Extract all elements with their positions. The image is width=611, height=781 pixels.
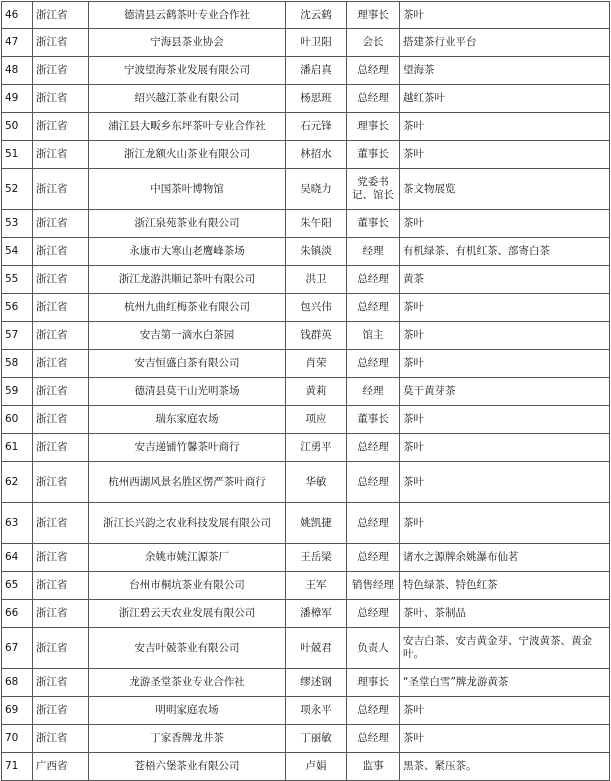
person-name-cell: 钱群英 bbox=[286, 322, 347, 350]
province-cell: 浙江省 bbox=[33, 350, 89, 378]
person-name-cell: 朱镇淡 bbox=[286, 238, 347, 266]
organization-cell: 绍兴越江茶业有限公司 bbox=[89, 85, 286, 113]
row-number: 54 bbox=[2, 238, 33, 266]
province-cell: 浙江省 bbox=[33, 294, 89, 322]
job-title-cell: 馆主 bbox=[347, 322, 400, 350]
job-title-cell: 理事长 bbox=[347, 2, 400, 29]
organization-cell: 安吉恒盛白茶有限公司 bbox=[89, 350, 286, 378]
product-cell: 茶叶 bbox=[400, 462, 610, 503]
product-cell: 茶叶 bbox=[400, 406, 610, 434]
province-cell: 广西省 bbox=[33, 753, 89, 781]
organization-cell: 丁家香牌龙井茶 bbox=[89, 725, 286, 753]
row-number: 53 bbox=[2, 210, 33, 238]
person-name-cell: 王军 bbox=[286, 572, 347, 600]
table-row bbox=[2, 753, 610, 781]
table-row bbox=[2, 350, 610, 378]
province-cell: 浙江省 bbox=[33, 503, 89, 544]
row-number: 47 bbox=[2, 29, 33, 57]
row-number: 68 bbox=[2, 669, 33, 697]
product-cell: 茶叶 bbox=[400, 294, 610, 322]
person-name-cell: 项应 bbox=[286, 406, 347, 434]
organization-cell: 杭州西湖风景名胜区愣严茶叶商行 bbox=[89, 462, 286, 503]
product-cell: 搭建茶行业平台 bbox=[400, 29, 610, 57]
organization-cell: 浙江泉苑茶业有限公司 bbox=[89, 210, 286, 238]
table-row bbox=[2, 85, 610, 113]
person-name-cell: 项永平 bbox=[286, 697, 347, 725]
person-name-cell: 杨思班 bbox=[286, 85, 347, 113]
product-cell: 茶叶 bbox=[400, 350, 610, 378]
province-cell: 浙江省 bbox=[33, 462, 89, 503]
product-cell: 茶叶 bbox=[400, 697, 610, 725]
row-number: 61 bbox=[2, 434, 33, 462]
organization-cell: 永康市大寒山老鹰峰茶场 bbox=[89, 238, 286, 266]
row-number: 49 bbox=[2, 85, 33, 113]
organization-cell: 浙江龙额火山茶业有限公司 bbox=[89, 141, 286, 169]
job-title-cell: 理事长 bbox=[347, 669, 400, 697]
person-name-cell: 林招水 bbox=[286, 141, 347, 169]
row-number: 55 bbox=[2, 266, 33, 294]
product-cell: 茶文物展览 bbox=[400, 169, 610, 210]
province-cell: 浙江省 bbox=[33, 600, 89, 628]
row-number: 60 bbox=[2, 406, 33, 434]
job-title-cell: 会长 bbox=[347, 29, 400, 57]
product-cell: 茶叶 bbox=[400, 113, 610, 141]
province-cell: 浙江省 bbox=[33, 669, 89, 697]
job-title-cell: 党委书记、馆长 bbox=[347, 169, 400, 210]
organization-cell: 安吉叶兢茶业有限公司 bbox=[89, 628, 286, 669]
table-row bbox=[2, 406, 610, 434]
table-row bbox=[2, 572, 610, 600]
product-cell: 莫干黄芽茶 bbox=[400, 378, 610, 406]
table-row bbox=[2, 628, 610, 669]
person-name-cell: 卢娟 bbox=[286, 753, 347, 781]
table-row bbox=[2, 210, 610, 238]
table-row bbox=[2, 294, 610, 322]
person-name-cell: 江勇平 bbox=[286, 434, 347, 462]
job-title-cell: 总经理 bbox=[347, 85, 400, 113]
table-row bbox=[2, 697, 610, 725]
organization-cell: 德清县莫干山光明茶场 bbox=[89, 378, 286, 406]
person-name-cell: 包兴伟 bbox=[286, 294, 347, 322]
province-cell: 浙江省 bbox=[33, 238, 89, 266]
job-title-cell: 总经理 bbox=[347, 294, 400, 322]
job-title-cell: 负责人 bbox=[347, 628, 400, 669]
province-cell: 浙江省 bbox=[33, 85, 89, 113]
province-cell: 浙江省 bbox=[33, 628, 89, 669]
table-row bbox=[2, 600, 610, 628]
row-number: 65 bbox=[2, 572, 33, 600]
organization-cell: 苍梧六堡茶业有限公司 bbox=[89, 753, 286, 781]
organization-cell: 中国茶叶博物馆 bbox=[89, 169, 286, 210]
organization-cell: 浙江长兴韵之农业科技发展有限公司 bbox=[89, 503, 286, 544]
product-cell: 茶叶 bbox=[400, 725, 610, 753]
row-number: 67 bbox=[2, 628, 33, 669]
table-row bbox=[2, 725, 610, 753]
person-name-cell: 朱午阳 bbox=[286, 210, 347, 238]
product-cell: 茶叶 bbox=[400, 210, 610, 238]
row-number: 70 bbox=[2, 725, 33, 753]
organization-cell: 浙江碧云天农业发展有限公司 bbox=[89, 600, 286, 628]
product-cell: 有机绿茶、有机红茶、部寄白茶 bbox=[400, 238, 610, 266]
job-title-cell: 总经理 bbox=[347, 350, 400, 378]
table-row bbox=[2, 141, 610, 169]
job-title-cell: 总经理 bbox=[347, 697, 400, 725]
job-title-cell: 董事长 bbox=[347, 406, 400, 434]
person-name-cell: 叶卫阳 bbox=[286, 29, 347, 57]
row-number: 50 bbox=[2, 113, 33, 141]
person-name-cell: 叶兢君 bbox=[286, 628, 347, 669]
job-title-cell: 总经理 bbox=[347, 503, 400, 544]
organization-cell: 德清县云鹤茶叶专业合作社 bbox=[89, 2, 286, 29]
province-cell: 浙江省 bbox=[33, 322, 89, 350]
job-title-cell: 总经理 bbox=[347, 57, 400, 85]
table-row bbox=[2, 544, 610, 572]
province-cell: 浙江省 bbox=[33, 113, 89, 141]
row-number: 62 bbox=[2, 462, 33, 503]
table-row bbox=[2, 29, 610, 57]
table-row bbox=[2, 238, 610, 266]
province-cell: 浙江省 bbox=[33, 572, 89, 600]
table-row bbox=[2, 434, 610, 462]
job-title-cell: 总经理 bbox=[347, 266, 400, 294]
job-title-cell: 总经理 bbox=[347, 544, 400, 572]
table-row bbox=[2, 669, 610, 697]
province-cell: 浙江省 bbox=[33, 2, 89, 29]
organization-cell: 瑞东家庭农场 bbox=[89, 406, 286, 434]
organization-cell: 浙江龙游洪顺记茶叶有限公司 bbox=[89, 266, 286, 294]
table-row bbox=[2, 503, 610, 544]
province-cell: 浙江省 bbox=[33, 266, 89, 294]
province-cell: 浙江省 bbox=[33, 169, 89, 210]
table-row bbox=[2, 113, 610, 141]
job-title-cell: 总经理 bbox=[347, 725, 400, 753]
province-cell: 浙江省 bbox=[33, 29, 89, 57]
organization-cell: 安吉第一滴水白茶园 bbox=[89, 322, 286, 350]
job-title-cell: 经理 bbox=[347, 238, 400, 266]
row-number: 46 bbox=[2, 2, 33, 29]
organization-cell: 宁波望海茶业发展有限公司 bbox=[89, 57, 286, 85]
province-cell: 浙江省 bbox=[33, 544, 89, 572]
product-cell: 茶叶 bbox=[400, 503, 610, 544]
organization-cell: 台州市桐坑茶业有限公司 bbox=[89, 572, 286, 600]
job-title-cell: 总经理 bbox=[347, 462, 400, 503]
province-cell: 浙江省 bbox=[33, 378, 89, 406]
product-cell: 茶叶 bbox=[400, 141, 610, 169]
person-name-cell: 王岳梁 bbox=[286, 544, 347, 572]
person-name-cell: 沈云鹤 bbox=[286, 2, 347, 29]
person-name-cell: 洪卫 bbox=[286, 266, 347, 294]
product-cell: 黑茶、紧压茶。 bbox=[400, 753, 610, 781]
row-number: 48 bbox=[2, 57, 33, 85]
person-name-cell: 黄莉 bbox=[286, 378, 347, 406]
job-title-cell: 理事长 bbox=[347, 113, 400, 141]
row-number: 51 bbox=[2, 141, 33, 169]
job-title-cell: 总经理 bbox=[347, 434, 400, 462]
row-number: 59 bbox=[2, 378, 33, 406]
province-cell: 浙江省 bbox=[33, 406, 89, 434]
person-name-cell: 石元锋 bbox=[286, 113, 347, 141]
person-name-cell: 潘樟军 bbox=[286, 600, 347, 628]
person-name-cell: 丁丽敏 bbox=[286, 725, 347, 753]
product-cell: 安吉白茶、安吉黄金芽、宁波黄茶、黄金叶。 bbox=[400, 628, 610, 669]
product-cell: 越红茶叶 bbox=[400, 85, 610, 113]
province-cell: 浙江省 bbox=[33, 57, 89, 85]
table-row bbox=[2, 169, 610, 210]
table-row bbox=[2, 462, 610, 503]
product-cell: 茶叶、茶制品 bbox=[400, 600, 610, 628]
row-number: 57 bbox=[2, 322, 33, 350]
row-number: 58 bbox=[2, 350, 33, 378]
organization-cell: 明明家庭农场 bbox=[89, 697, 286, 725]
member-table bbox=[1, 1, 610, 781]
organization-cell: 浦江县大畈乡东坪茶叶专业合作社 bbox=[89, 113, 286, 141]
row-number: 52 bbox=[2, 169, 33, 210]
province-cell: 浙江省 bbox=[33, 434, 89, 462]
product-cell: 茶叶 bbox=[400, 434, 610, 462]
person-name-cell: 缪述钢 bbox=[286, 669, 347, 697]
table-row bbox=[2, 57, 610, 85]
product-cell: 茶叶 bbox=[400, 2, 610, 29]
table-row bbox=[2, 378, 610, 406]
product-cell: “圣堂白雪”牌龙游黄茶 bbox=[400, 669, 610, 697]
organization-cell: 杭州九曲红梅茶业有限公司 bbox=[89, 294, 286, 322]
product-cell: 茶叶 bbox=[400, 322, 610, 350]
row-number: 64 bbox=[2, 544, 33, 572]
person-name-cell: 姚凯捷 bbox=[286, 503, 347, 544]
job-title-cell: 董事长 bbox=[347, 210, 400, 238]
person-name-cell: 肖荣 bbox=[286, 350, 347, 378]
job-title-cell: 经理 bbox=[347, 378, 400, 406]
province-cell: 浙江省 bbox=[33, 725, 89, 753]
person-name-cell: 华敏 bbox=[286, 462, 347, 503]
person-name-cell: 吴晓力 bbox=[286, 169, 347, 210]
product-cell: 诸水之源牌余姚瀑布仙茗 bbox=[400, 544, 610, 572]
organization-cell: 余姚市姚江源茶厂 bbox=[89, 544, 286, 572]
job-title-cell: 总经理 bbox=[347, 600, 400, 628]
row-number: 66 bbox=[2, 600, 33, 628]
organization-cell: 安吉递铺竹馨茶叶商行 bbox=[89, 434, 286, 462]
province-cell: 浙江省 bbox=[33, 210, 89, 238]
table-row bbox=[2, 266, 610, 294]
row-number: 56 bbox=[2, 294, 33, 322]
product-cell: 特色绿茶、特色红茶 bbox=[400, 572, 610, 600]
table-row bbox=[2, 322, 610, 350]
table-row bbox=[2, 2, 610, 29]
province-cell: 浙江省 bbox=[33, 697, 89, 725]
product-cell: 望海茶 bbox=[400, 57, 610, 85]
product-cell: 黄茶 bbox=[400, 266, 610, 294]
person-name-cell: 潘启真 bbox=[286, 57, 347, 85]
province-cell: 浙江省 bbox=[33, 141, 89, 169]
row-number: 69 bbox=[2, 697, 33, 725]
row-number: 71 bbox=[2, 753, 33, 781]
job-title-cell: 监事 bbox=[347, 753, 400, 781]
job-title-cell: 销售经理 bbox=[347, 572, 400, 600]
job-title-cell: 董事长 bbox=[347, 141, 400, 169]
row-number: 63 bbox=[2, 503, 33, 544]
organization-cell: 龙游圣堂茶业专业合作社 bbox=[89, 669, 286, 697]
organization-cell: 宁海县茶业协会 bbox=[89, 29, 286, 57]
